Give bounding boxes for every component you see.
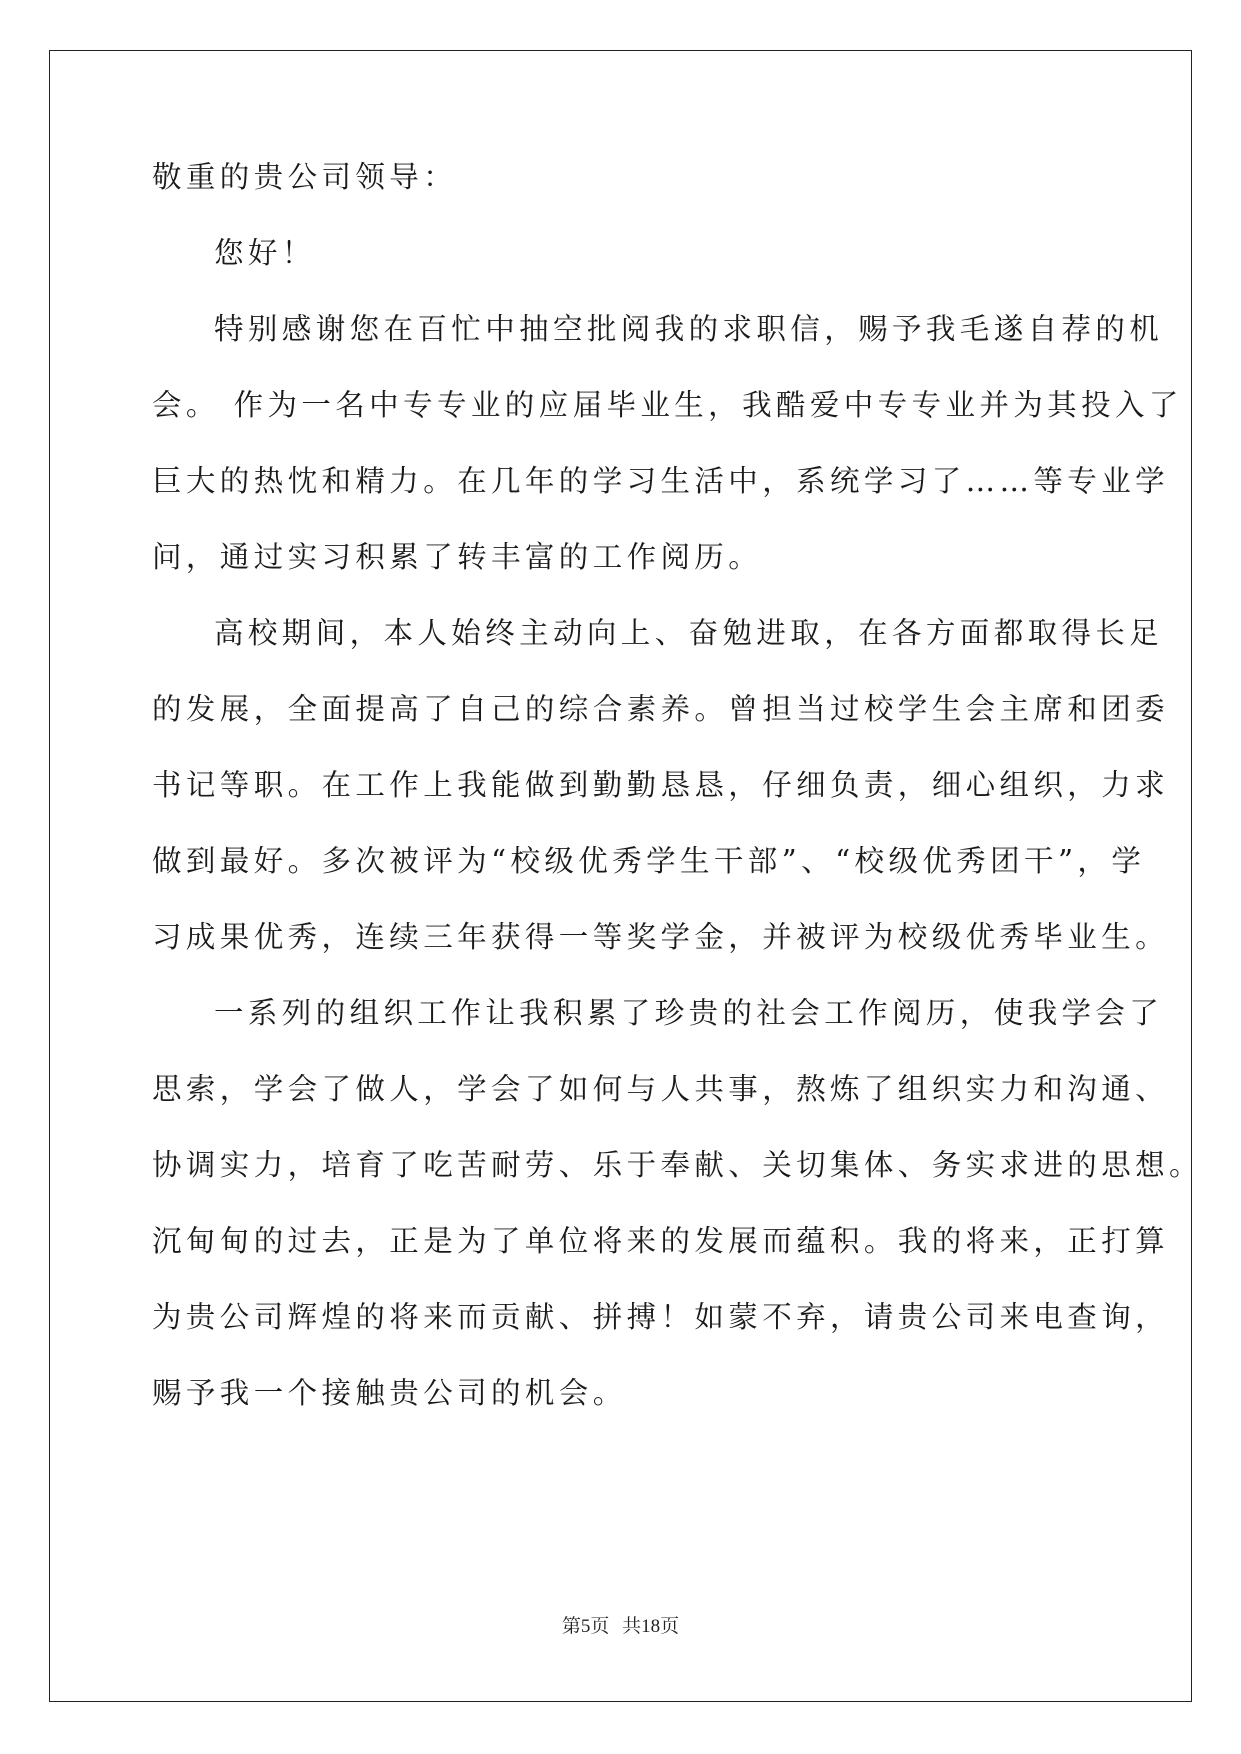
page-number: 第5页 [561,1616,610,1637]
paragraph-2-line-1: 高校期间，本人始终主动向上、奋勉进取，在各方面都取得长足 [214,616,1164,650]
paragraph-2-line-3: 书记等职。在工作上我能做到勤勤恳恳，仔细负责，细心组织，力求 [152,768,1170,802]
page-footer [0,1611,1241,1638]
paragraph-2-line-4: 做到最好。多次被评为“校级优秀学生干部”、“校级优秀团干”，学 [152,844,1146,878]
paragraph-3-line-5: 为贵公司辉煌的将来而贡献、拼搏！如蒙不弃，请贵公司来电查询， [152,1300,1170,1334]
paragraph-1-line-1: 特别感谢您在百忙中抽空批阅我的求职信，赐予我毛遂自荐的机 [214,312,1164,346]
paragraph-2-line-2: 的发展，全面提高了自己的综合素养。曾担当过校学生会主席和团委 [152,692,1170,726]
paragraph-3-line-6: 赐予我一个接触贵公司的机会。 [152,1376,627,1410]
paragraph-3-line-4: 沉甸甸的过去，正是为了单位将来的发展而蕴积。我的将来，正打算 [152,1224,1170,1258]
paragraph-2-line-5: 习成果优秀，连续三年获得一等奖学金，并被评为校级优秀毕业生。 [152,920,1170,954]
paragraph-1-line-4: 问，通过实习积累了转丰富的工作阅历。 [152,540,763,574]
paragraph-3-line-1: 一系列的组织工作让我积累了珍贵的社会工作阅历，使我学会了 [214,996,1164,1030]
page-total: 共18页 [622,1616,680,1637]
greeting: 您好！ [214,236,316,270]
paragraph-1-line-2: 会。 作为一名中专专业的应届毕业生，我酷爱中专专业并为其投入了 [152,388,1183,422]
salutation: 敬重的贵公司领导： [152,160,458,194]
paragraph-1-line-3: 巨大的热忱和精力。在几年的学习生活中，系统学习了……等专业学 [152,464,1170,498]
paragraph-3-line-2: 思索，学会了做人，学会了如何与人共事，熬炼了组织实力和沟通、 [152,1072,1170,1106]
paragraph-3-line-3: 协调实力，培育了吃苦耐劳、乐于奉献、关切集体、务实求进的思想。 [152,1148,1203,1182]
